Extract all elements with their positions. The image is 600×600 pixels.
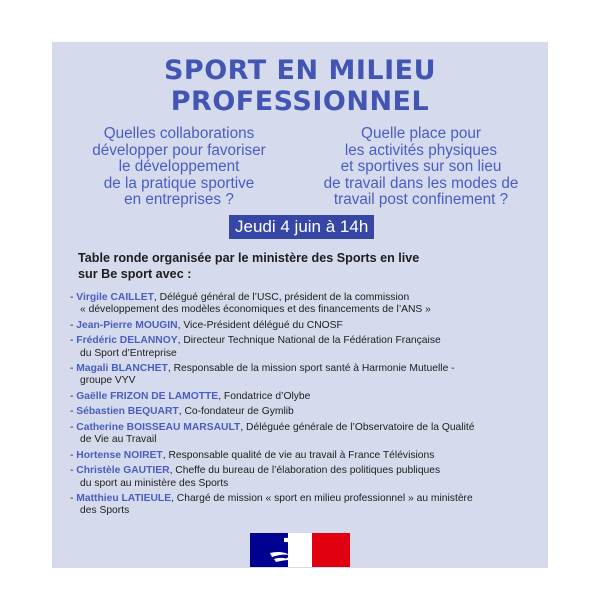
list-dash: - [70,421,77,433]
question-right-line: de travail dans les modes de [323,174,519,192]
marianne-logo [250,533,350,567]
intro-text [78,251,498,282]
participants-list [70,292,540,521]
participant-role-continuation: « développement des modèles économiques et des financements de l’ANS » [80,304,431,316]
list-dash: - [70,319,77,331]
list-dash: - [70,493,77,505]
participant-item: - Gaëlle FRIZON DE LAMOTTE, Fondatrice d’Olybe [70,390,311,402]
question-left-line: en entreprises ? [124,191,234,209]
participant-role: Co-fondateur de Gymlib [184,406,294,418]
participant-role: Délégué général de l’USC, président de la commission [159,292,410,303]
participant-role: Directeur Technique National de la Fédération Française [183,335,441,347]
list-dash: - [70,465,77,477]
participant-name: Gaëlle FRIZON DE LAMOTTE [76,390,219,402]
participant-item: - Christèle GAUTIER, Cheffe du bureau de l’élaboration des politiques publiques du sport au ministère des Sports [70,465,540,490]
participant-name: Hortense NOIRET [76,449,163,461]
participant-name: Catherine BOISSEAU MARSAULT [76,421,241,433]
flag-blue-band [250,533,288,567]
participant-item: - Jean-Pierre MOUGIN, Vice-Président délégué du CNOSF [70,319,343,331]
question-left-line: développer pour favoriser [92,141,266,159]
participant-role: Responsable de la mission sport santé à Harmonie Mutuelle - [173,363,455,375]
list-dash: - [70,363,77,375]
participant-name: Virgile CAILLET [76,292,154,303]
participant-item: - Frédéric DELANNOY, Directeur Technique National de la Fédération Française du Sport d’Entreprise [70,335,540,360]
intro-line: Table ronde organisée par le ministère des Sports en live [78,251,420,265]
question-right-line: et sportives sur son lieu [340,158,502,176]
participant-role: Chargé de mission « sport en milieu professionnel » au ministère [176,493,473,505]
participant-item: - Catherine BOISSEAU MARSAULT, Déléguée générale de l’Observatoire de la Qualité de Vie au Travail [70,422,540,447]
participant-role: Vice-Président délégué du CNOSF [183,319,343,331]
participant-role: Fondatrice d’Olybe [223,390,311,402]
participant-item: - Virgile CAILLET, Délégué général de l’USC, président de la commission « développement des modèles économiques et des financements de l’ANS » [70,292,540,317]
title-line-1: SPORT EN MILIEU [163,55,437,86]
participant-name: Magali BLANCHET [76,363,168,375]
question-left-line: le développement [118,158,240,176]
list-dash: - [70,406,77,418]
question-right-line: les activités physiques [344,141,498,159]
participant-name: Christèle GAUTIER [76,465,170,477]
participant-item: - Hortense NOIRET, Responsable qualité de vie au travail à France Télévisions [70,449,435,461]
participant-item: - Sébastien BEQUART, Co-fondateur de Gymlib [70,406,294,418]
question-left-line: Quelles collaborations [103,125,255,142]
flag-red-band [312,533,350,567]
participant-name: Sébastien BEQUART [76,406,179,418]
intro-line: sur Be sport avec : [78,266,192,281]
participant-role-continuation: des Sports [80,505,130,517]
list-dash: - [70,390,77,402]
participant-role: Responsable qualité de vie au travail à France Télévisions [168,449,435,461]
list-dash: - [70,292,77,303]
participant-role: Cheffe du bureau de l’élaboration des politiques publiques [175,465,441,477]
participant-name: Frédéric DELANNOY [76,335,178,347]
question-left-line: de la pratique sportive [103,174,255,192]
participant-name: Matthieu LATIEULE [76,493,172,505]
list-dash: - [70,335,77,347]
question-left [64,126,294,209]
question-right-line: Quelle place pour [361,125,481,142]
participant-name: Jean-Pierre MOUGIN [76,319,178,331]
list-dash: - [70,449,77,461]
participant-role-continuation: du sport au ministère des Sports [80,477,229,489]
participant-item: - Matthieu LATIEULE, Chargé de mission « sport en milieu professionnel » au ministère des Sports [70,493,540,518]
participant-role-continuation: de Vie au Travail [80,434,157,446]
title-line-2: PROFESSIONNEL [170,86,430,117]
participant-role: Déléguée générale de l’Observatoire de la Qualité [246,421,475,433]
participant-role-continuation: groupe VYV [80,375,136,387]
event-date-badge: Jeudi 4 juin à 14h [229,215,374,239]
question-right-line: travail post confinement ? [333,191,509,209]
question-right [306,126,536,209]
participant-role-continuation: du Sport d’Entreprise [80,347,177,359]
participant-item: - Magali BLANCHET, Responsable de la mission sport santé à Harmonie Mutuelle - groupe VYV [70,363,540,388]
